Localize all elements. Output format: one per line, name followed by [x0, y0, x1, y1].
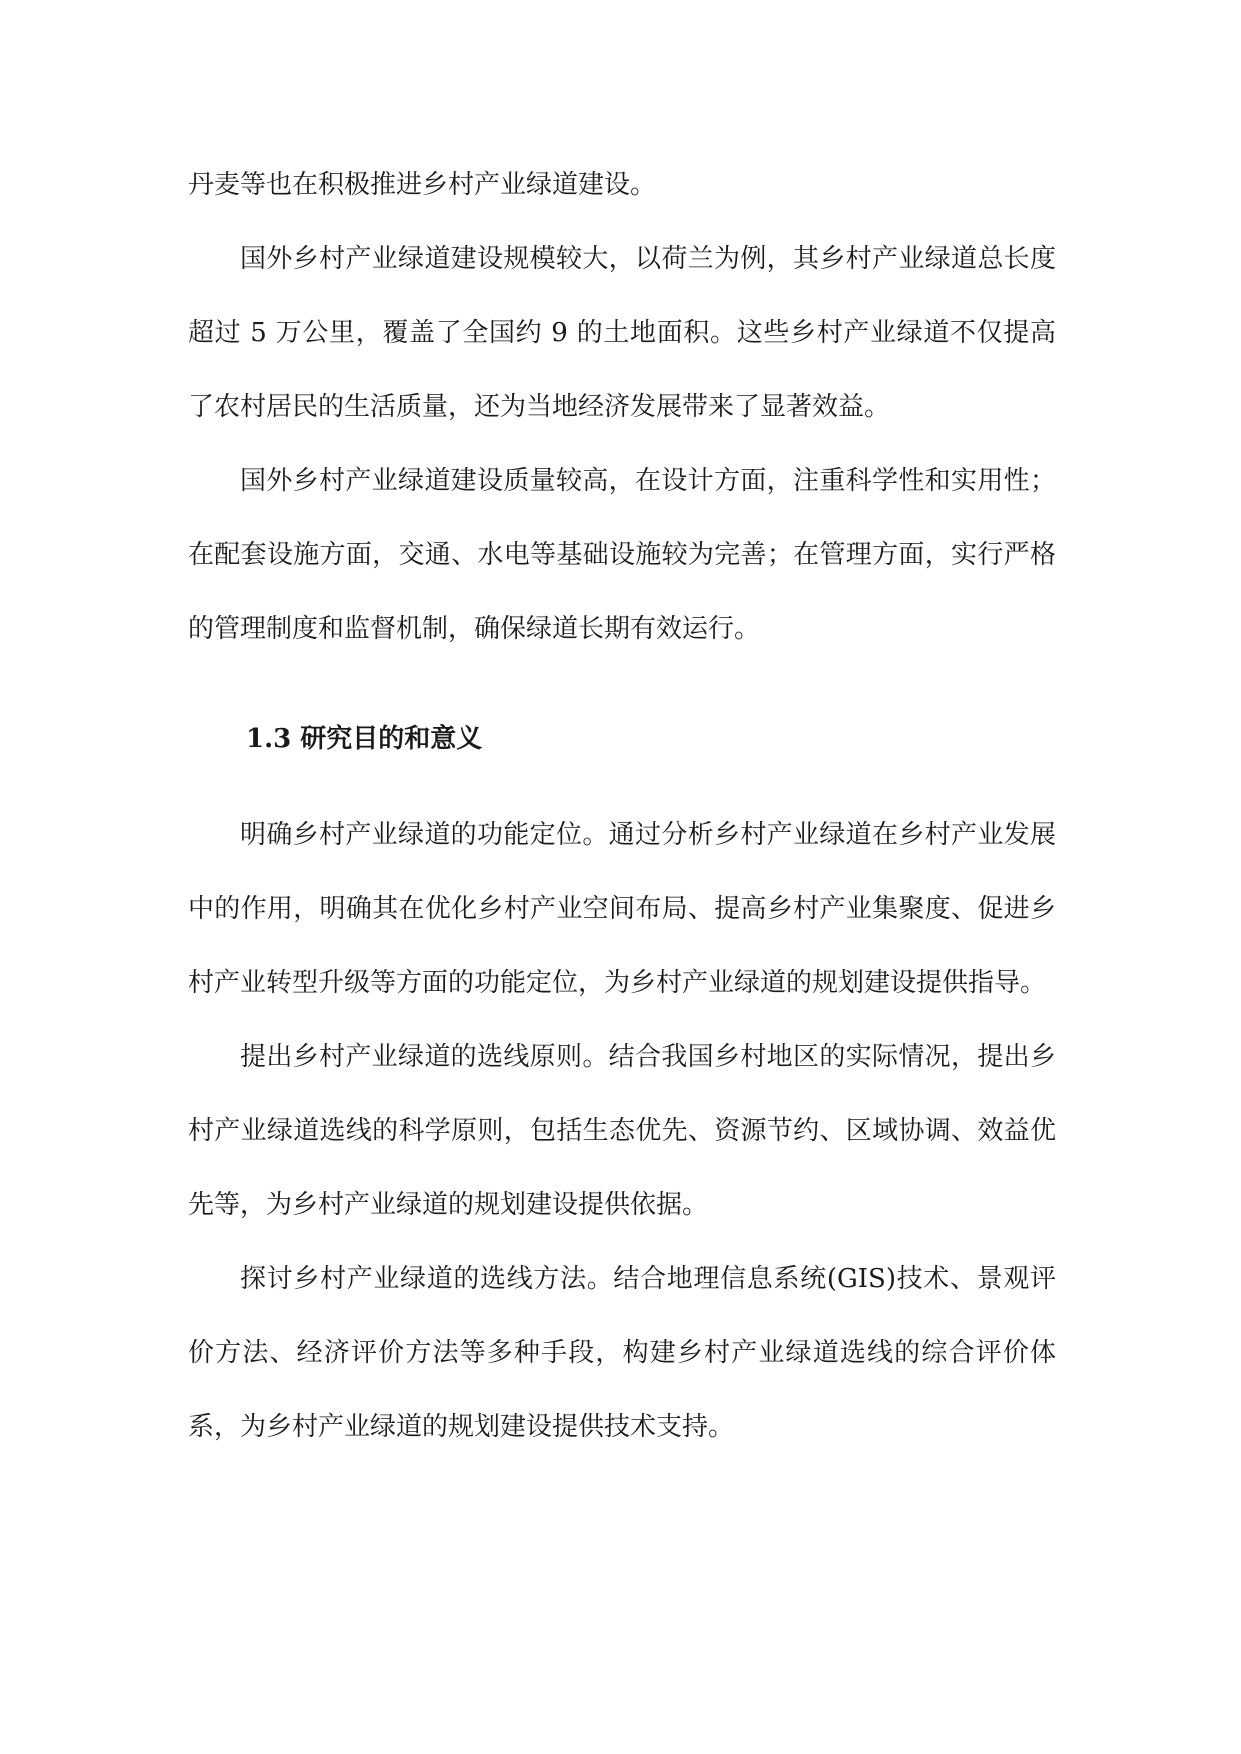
paragraph-quality: 国外乡村产业绿道建设质量较高，在设计方面，注重科学性和实用性；在配套设施方面，交通、水电等基础设施较为完善；在管理方面，实行严格的管理制度和监督机制，确保绿道长期有效运行。	[188, 466, 1056, 644]
section-heading: 1.3 研究目的和意义	[246, 724, 483, 754]
paragraph-route-principles: 提出乡村产业绿道的选线原则。结合我国乡村地区的实际情况，提出乡村产业绿道选线的科学原则，包括生态优先、资源节约、区域协调、效益优先等，为乡村产业绿道的规划建设提供依据。	[188, 1042, 1056, 1220]
paragraph-continuation: 丹麦等也在积极推进乡村产业绿道建设。	[188, 170, 657, 200]
paragraph-route-methods: 探讨乡村产业绿道的选线方法。结合地理信息系统(GIS)技术、景观评价方法、经济评价方法等多种手段，构建乡村产业绿道选线的综合评价体系，为乡村产业绿道的规划建设提供技术支持。	[188, 1264, 1056, 1442]
spacer	[188, 666, 1056, 680]
document-body	[188, 148, 1056, 1464]
paragraph-scale: 国外乡村产业绿道建设规模较大，以荷兰为例，其乡村产业绿道总长度超过 5 万公里，覆盖了全国约 9 的土地面积。这些乡村产业绿道不仅提高了农村居民的生活质量，还为当地经济发展带来了显著效益。	[188, 244, 1056, 422]
paragraph-function-positioning: 明确乡村产业绿道的功能定位。通过分析乡村产业绿道在乡村产业发展中的作用，明确其在优化乡村产业空间布局、提高乡村产业集聚度、促进乡村产业转型升级等方面的功能定位，为乡村产业绿道的规划建设提供指导。	[188, 820, 1056, 998]
